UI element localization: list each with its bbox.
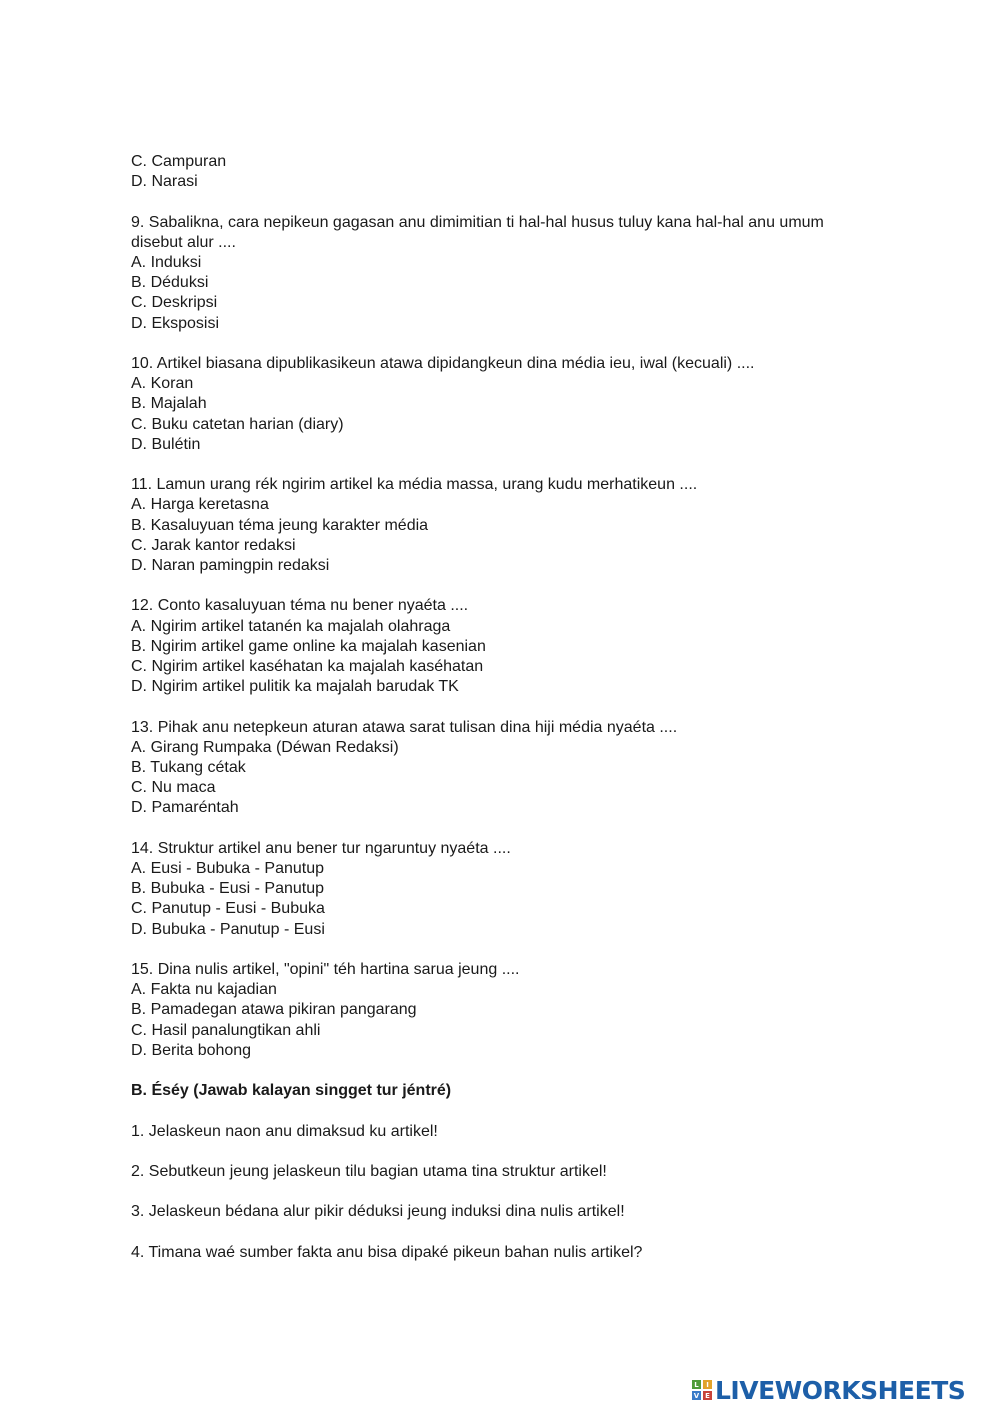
essay-item-3: 3. Jelaskeun bédana alur pikir déduksi jeung induksi dina nulis artikel!	[131, 1203, 625, 1221]
option-b: B. Ngirim artikel game online ka majalah kasenian	[131, 637, 486, 655]
option-d: D. Berita bohong	[131, 1041, 252, 1059]
essay-item-2: 2. Sebutkeun jeung jelaskeun tilu bagian utama tina struktur artikel!	[131, 1163, 607, 1180]
logo-text: LIVEWORKSHEETS	[715, 1375, 966, 1405]
option-c: C. Buku catetan harian (diary)	[131, 415, 344, 433]
question-12	[131, 596, 891, 697]
option-c: C. Nu maca	[131, 779, 216, 797]
question-11	[131, 475, 891, 576]
option-b: B. Kasaluyuan téma jeung karakter média	[131, 516, 429, 534]
logo-mark-tile: L	[692, 1380, 701, 1389]
option-d: D. Ngirim artikel pulitik ka majalah barudak TK	[131, 678, 459, 696]
option-d: D. Pamaréntah	[131, 799, 239, 817]
option-a: A. Eusi - Bubuka - Panutup	[131, 860, 324, 878]
logo-mark-tile: I	[703, 1380, 712, 1389]
question-15	[131, 960, 891, 1061]
question-14	[131, 839, 891, 940]
logo-mark-tile: V	[693, 1391, 700, 1400]
logo-mark-icon	[692, 1380, 712, 1400]
question-text: 10. Artikel biasana dipublikasikeun atawa dipidangkeun dina média ieu, iwal (kecuali) ....	[131, 355, 755, 372]
question-text: 11. Lamun urang rék ngirim artikel ka média massa, urang kudu merhatikeun ....	[131, 476, 698, 494]
option-d: D. Eksposisi	[131, 314, 220, 332]
option-d: D. Bubuka - Panutup - Eusi	[131, 920, 325, 938]
question-text: 15. Dina nulis artikel, "opini" téh hartina sarua jeung ....	[131, 961, 520, 979]
spacer	[131, 819, 891, 839]
spacer	[131, 576, 891, 596]
essay-item-4: 4. Timana waé sumber fakta anu bisa dipaké pikeun bahan nulis artikel?	[131, 1243, 643, 1261]
spacer	[131, 192, 891, 212]
option-b: B. Bubuka - Eusi - Panutup	[131, 880, 324, 898]
option-d: D. Bulétin	[131, 435, 201, 453]
question-text: 12. Conto kasaluyuan téma nu bener nyaéta ....	[131, 597, 469, 615]
spacer	[131, 334, 891, 354]
question-13	[131, 718, 891, 819]
option-b: B. Pamadegan atawa pikiran pangarang	[131, 1001, 417, 1019]
spacer	[131, 1061, 891, 1081]
option-c: C. Campuran	[131, 153, 227, 170]
question-text: 9. Sabalikna, cara nepikeun gagasan anu dimimitian ti hal-hal husus tuluy kana hal-hal anu umum	[131, 213, 824, 231]
option-b: B. Tukang cétak	[131, 759, 246, 777]
option-a: A. Harga keretasna	[131, 496, 269, 514]
option-b: B. Déduksi	[131, 274, 209, 292]
spacer	[131, 1142, 891, 1162]
spacer	[131, 455, 891, 475]
option-a: A. Koran	[131, 375, 194, 393]
worksheet-content	[131, 152, 891, 1263]
option-d: D. Narasi	[131, 173, 198, 191]
question-text: 14. Struktur artikel anu bener tur ngaruntuy nyaéta ....	[131, 839, 511, 857]
spacer	[131, 1101, 891, 1121]
option-a: A. Induksi	[131, 254, 202, 271]
option-c: C. Jarak kantor redaksi	[131, 536, 296, 554]
option-c: C. Ngirim artikel kaséhatan ka majalah kaséhatan	[131, 658, 484, 676]
option-a: A. Fakta nu kajadian	[131, 981, 277, 999]
option-d: D. Naran pamingpin redaksi	[131, 557, 330, 575]
spacer	[131, 1182, 891, 1202]
option-a: A. Girang Rumpaka (Déwan Redaksi)	[131, 738, 399, 756]
logo-mark-tile: E	[703, 1391, 712, 1400]
question-9	[131, 213, 891, 334]
option-c: C. Hasil panalungtikan ahli	[131, 1021, 321, 1039]
essay-item-1: 1. Jelaskeun naon anu dimaksud ku artikel!	[131, 1122, 438, 1140]
spacer	[131, 940, 891, 960]
essay-heading: B. Éséy (Jawab kalayan singget tur jéntré)	[131, 1082, 452, 1100]
option-c: C. Panutup - Eusi - Bubuka	[131, 900, 325, 918]
question-10	[131, 354, 891, 455]
option-c: C. Deskripsi	[131, 294, 218, 312]
question-text: disebut alur ....	[131, 233, 236, 251]
spacer	[131, 697, 891, 717]
question-text: 13. Pihak anu netepkeun aturan atawa sarat tulisan dina hiji média nyaéta ....	[131, 718, 678, 736]
liveworksheets-logo	[692, 1376, 965, 1404]
option-b: B. Majalah	[131, 395, 207, 413]
spacer	[131, 1223, 891, 1243]
option-a: A. Ngirim artikel tatanén ka majalah olahraga	[131, 617, 451, 635]
